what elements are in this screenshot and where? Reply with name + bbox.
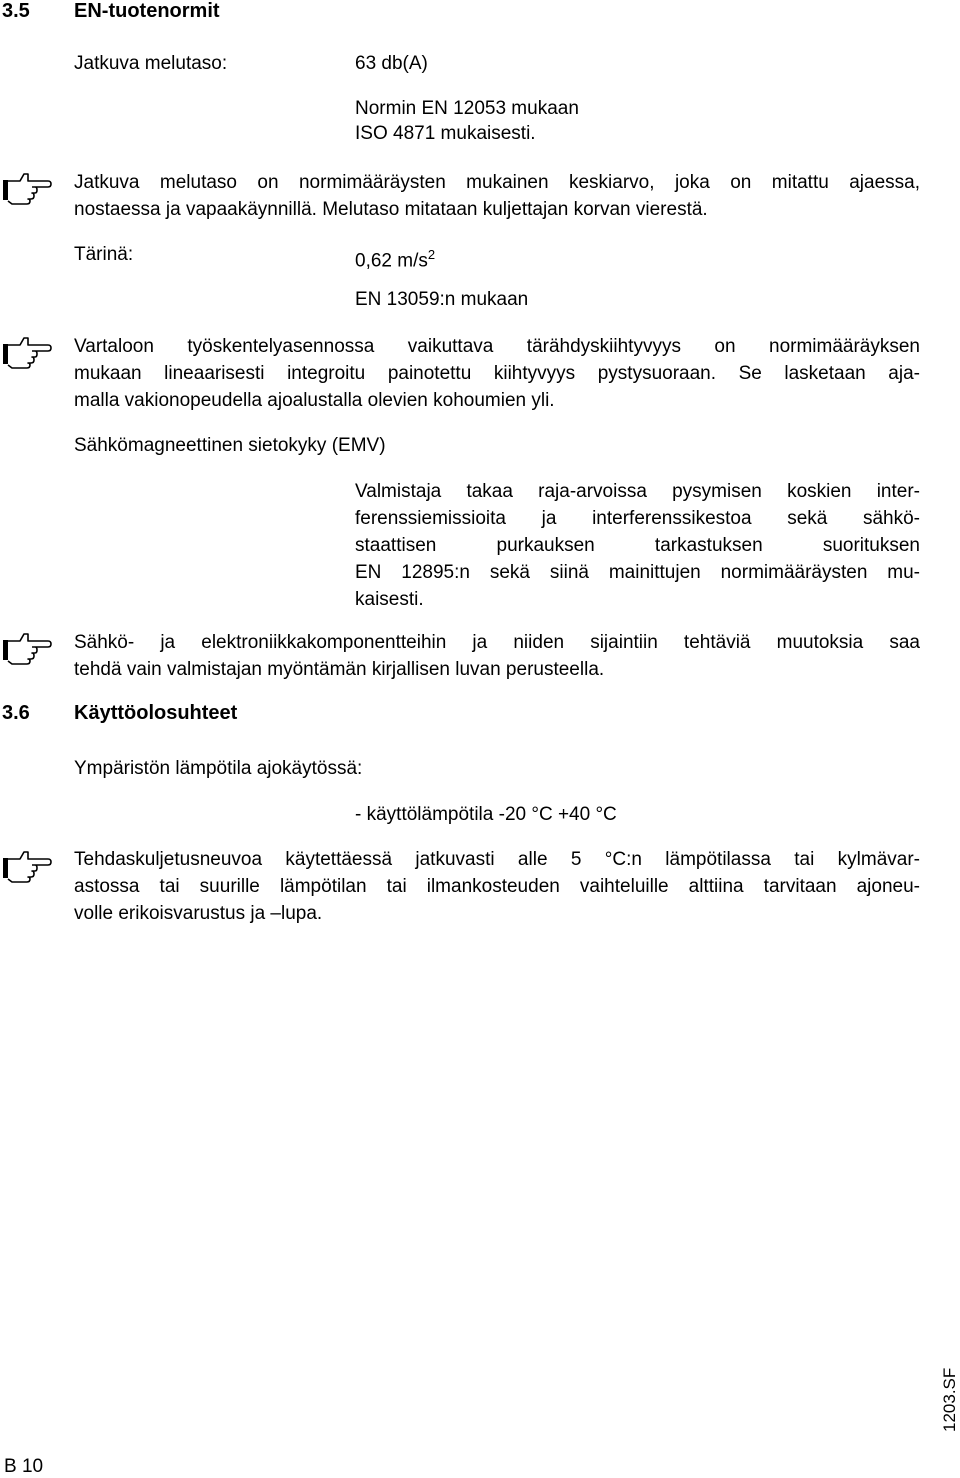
vibration-unit-exponent: 2 <box>427 247 436 262</box>
note-temperature-paragraph <box>74 846 920 927</box>
document-code: 1203.SF <box>940 1367 959 1432</box>
text-line: nostaessa ja vapaakäynnillä. Melutaso mitataan kuljettajan korvan vierestä. <box>74 199 708 220</box>
text-line: kaisesti. <box>355 589 424 610</box>
text-line: ferenssiemissioita ja interferenssikestoa sekä sähkö- <box>355 508 920 529</box>
pointing-hand-icon <box>2 332 52 372</box>
pointing-hand-icon <box>2 168 52 208</box>
section-3-5-number: 3.5 <box>2 0 30 22</box>
section-3-5-title: EN-tuotenormit <box>74 0 220 22</box>
text-line: mukaan lineaarisesti integroitu painotettu kiihtyvyys pystysuoraan. Se lasketaan aja- <box>74 363 920 384</box>
noise-value: 63 db(A) <box>355 53 428 74</box>
text-line: Jatkuva melutaso on normimääräysten mukainen keskiarvo, joka on mitattu ajaessa, <box>74 172 920 193</box>
emv-label: Sähkömagneettinen sietokyky (EMV) <box>74 435 386 456</box>
text-line: staattisen purkauksen tarkastuksen suorituksen <box>355 535 920 556</box>
noise-standard-line-2: ISO 4871 mukaisesti. <box>355 123 536 144</box>
text-line: Valmistaja takaa raja-arvoissa pysymisen koskien inter- <box>355 481 920 502</box>
vibration-label: Tärinä: <box>74 244 134 265</box>
emv-paragraph <box>355 478 920 613</box>
text-line: malla vakionopeudella ajoalustalla olevien kohoumien yli. <box>74 390 555 411</box>
text-line: Vartaloon työskentelyasennossa vaikuttava tärähdyskiihtyvyys on normimääräyksen <box>74 336 920 357</box>
note-noise-paragraph <box>74 169 920 223</box>
noise-standard-line-1: Normin EN 12053 mukaan <box>355 98 579 119</box>
vibration-standard: EN 13059:n mukaan <box>355 289 529 310</box>
text-line: EN 12895:n sekä siinä mainittujen normimääräysten mu- <box>355 562 920 583</box>
text-line: tehdä vain valmistajan myöntämän kirjallisen luvan perusteella. <box>74 659 605 680</box>
text-line: Sähkö- ja elektroniikkakomponentteihin ja niiden sijaintiin tehtäviä muutoksia saa <box>74 632 920 653</box>
text-line: volle erikoisvarustus ja –lupa. <box>74 903 323 924</box>
pointing-hand-icon <box>2 628 52 668</box>
text-line: astossa tai suurille lämpötilan tai ilmankosteuden vaihteluille alttiina tarvitaan ajoneu- <box>74 876 920 897</box>
temperature-value: - käyttölämpötila -20 °C +40 °C <box>355 804 617 825</box>
text-line: Tehdaskuljetusneuvoa käytettäessä jatkuvasti alle 5 °C:n lämpötilassa tai kylmävar- <box>74 849 920 870</box>
temperature-label: Ympäristön lämpötila ajokäytössä: <box>74 758 363 779</box>
note-vibration-paragraph <box>74 333 920 414</box>
note-electronics-paragraph <box>74 629 920 683</box>
vibration-value <box>355 241 435 274</box>
noise-label: Jatkuva melutaso: <box>74 53 228 74</box>
pointing-hand-icon <box>2 846 52 886</box>
section-3-6-number: 3.6 <box>2 702 30 724</box>
page-number: B 10 <box>4 1456 44 1477</box>
section-3-6-title: Käyttöolosuhteet <box>74 702 238 724</box>
vibration-value-text: 0,62 m/s <box>355 250 428 272</box>
